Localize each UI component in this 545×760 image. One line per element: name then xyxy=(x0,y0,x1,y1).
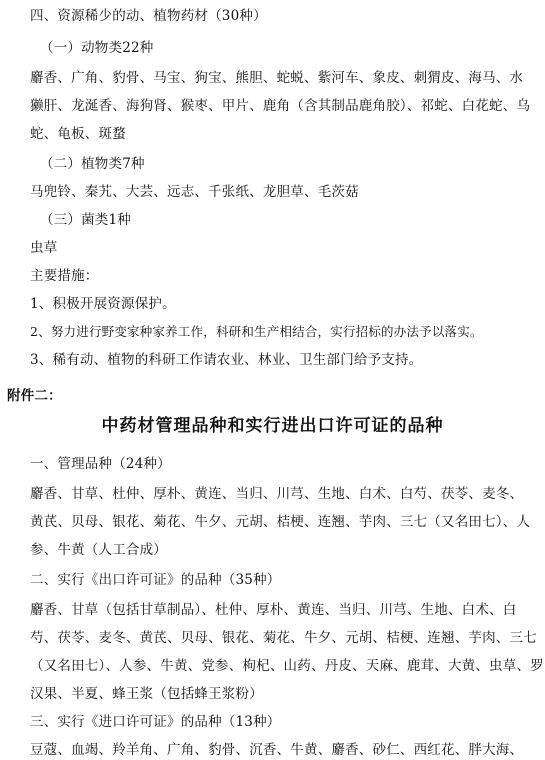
part2-line-3: （又名田七）、人参、牛黄、党参、枸杞、山药、丹皮、天麻、鹿茸、大黄、虫草、罗 xyxy=(30,658,544,674)
part3-heading: 三、实行《进口许可证》的品种（13种） xyxy=(30,714,281,730)
measures-heading: 主要措施： xyxy=(30,268,99,284)
part2-heading: 二、实行《出口许可证》的品种（35种） xyxy=(30,572,281,588)
animal-line-2: 獭肝、龙涎香、海狗肾、猴枣、甲片、鹿角（含其制品鹿角胶）、祁蛇、白花蛇、乌 xyxy=(30,98,531,114)
appendix-label: 附件二： xyxy=(7,388,62,404)
animal-heading: （一）动物类22种 xyxy=(40,40,154,56)
animal-line-3: 蛇、龟板、斑蝥 xyxy=(30,126,126,142)
fungus-heading: （三）菌类1种 xyxy=(40,212,131,228)
section4-heading: 四、资源稀少的动、植物药材（30种） xyxy=(30,8,267,24)
part1-line-2: 黄芪、贝母、银花、菊花、牛夕、元胡、桔梗、连翘、芋肉、三七（又名田七）、人 xyxy=(30,514,531,530)
part2-line-4: 汉果、半夏、蜂王浆（包括蜂王浆粉） xyxy=(30,686,263,702)
measure-item-1: 1、积极开展资源保护。 xyxy=(30,296,176,312)
plant-line: 马兜铃、秦艽、大芸、远志、千张纸、龙胆草、毛茨菇 xyxy=(30,184,359,200)
fungus-line: 虫草 xyxy=(30,240,58,256)
appendix-title: 中药材管理品种和实行进出口许可证的品种 xyxy=(101,416,444,436)
part2-line-2: 芍、茯苓、麦冬、黄芪、贝母、银花、菊花、牛夕、元胡、桔梗、连翘、芋肉、三七 xyxy=(30,630,537,646)
part1-line-3: 参、牛黄（人工合成） xyxy=(30,542,167,558)
part1-line-1: 麝香、甘草、杜仲、厚朴、黄连、当归、川芎、生地、白术、白芍、茯苓、麦冬、 xyxy=(30,486,524,502)
part3-line-1: 豆蔻、血竭、羚羊角、广角、豹骨、沉香、牛黄、麝香、砂仁、西红花、胖大海、 xyxy=(30,742,524,758)
part1-heading: 一、管理品种（24种） xyxy=(30,456,171,472)
measure-item-2: 2、努力进行野变家种家养工作，科研和生产相结合，实行招标的办法予以落实。 xyxy=(30,324,483,339)
plant-heading: （二）植物类7种 xyxy=(40,156,145,172)
part2-line-1: 麝香、甘草（包括甘草制品）、杜仲、厚朴、黄连、当归、川芎、生地、白术、白 xyxy=(30,602,517,618)
measure-item-3: 3、稀有动、植物的科研工作请农业、林业、卫生部门给予支持。 xyxy=(30,352,423,368)
animal-line-1: 麝香、广角、豹骨、马宝、狗宝、熊胆、蛇蜕、紫河车、象皮、刺猬皮、海马、水 xyxy=(30,70,524,86)
